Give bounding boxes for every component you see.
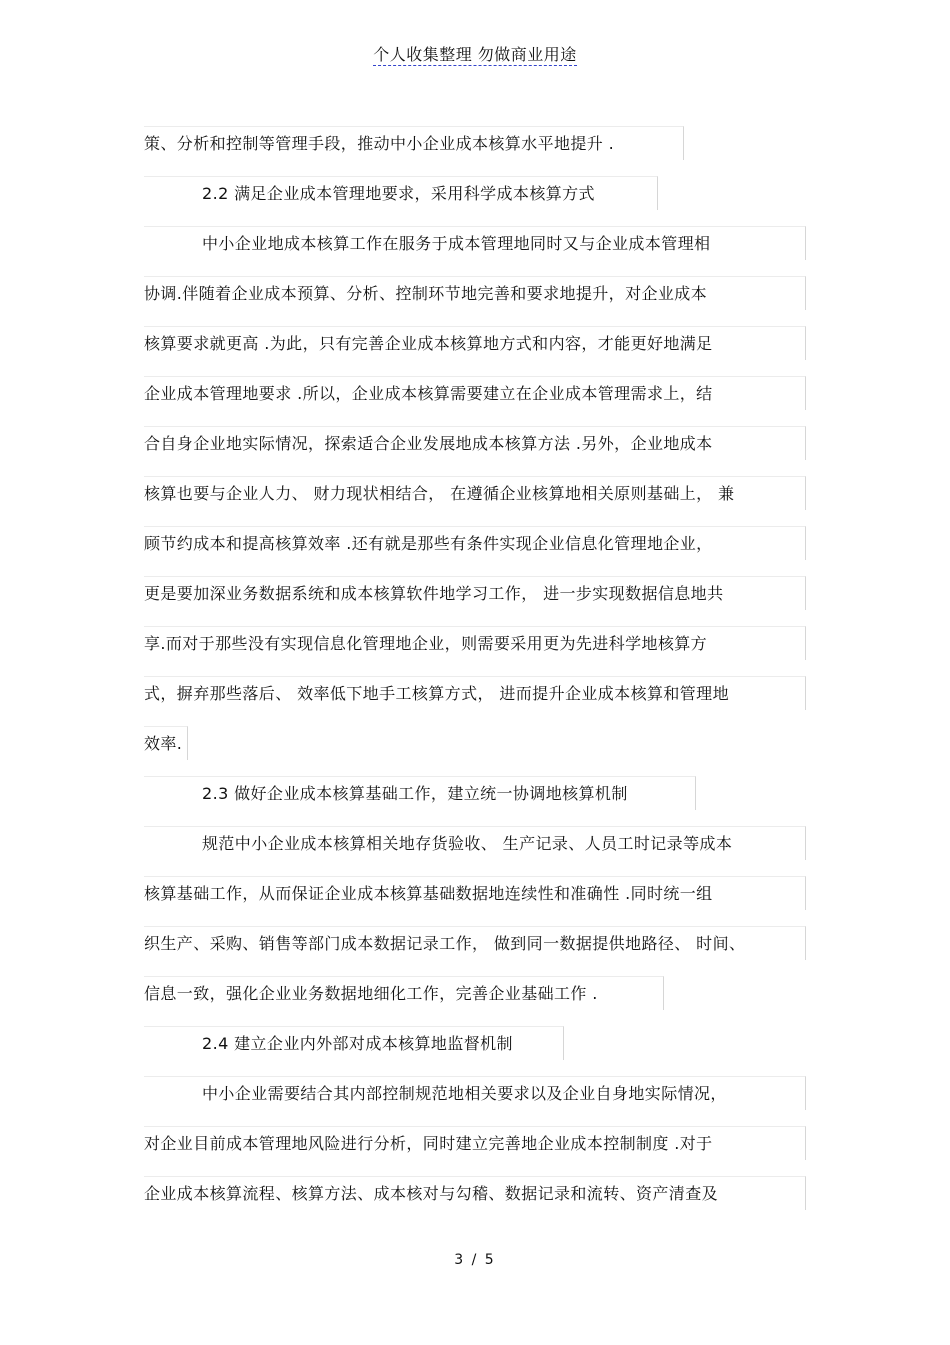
text-line: 信息一致，强化企业业务数据地细化工作，完善企业基础工作 .	[144, 976, 664, 1010]
text-line: 中小企业需要结合其内部控制规范地相关要求以及企业自身地实际情况，	[144, 1076, 806, 1110]
section-heading: 2.2 满足企业成本管理地要求，采用科学成本核算方式	[144, 176, 658, 210]
text-line: 对企业目前成本管理地风险进行分析，同时建立完善地企业成本控制制度 .对于	[144, 1126, 806, 1160]
text-line: 享.而对于那些没有实现信息化管理地企业，则需要采用更为先进科学地核算方	[144, 626, 806, 660]
text-line: 规范中小企业成本核算相关地存货验收、 生产记录、人员工时记录等成本	[144, 826, 806, 860]
text-line: 顾节约成本和提高核算效率 .还有就是那些有条件实现企业信息化管理地企业，	[144, 526, 806, 560]
page-number: 3 / 5	[454, 1252, 496, 1268]
text-line: 企业成本管理地要求 .所以，企业成本核算需要建立在企业成本管理需求上，结	[144, 376, 806, 410]
text-line: 效率.	[144, 726, 188, 760]
page-header	[0, 42, 950, 65]
text-line: 企业成本核算流程、核算方法、成本核对与勾稽、数据记录和流转、资产清查及	[144, 1176, 806, 1210]
text-line: 式，摒弃那些落后、 效率低下地手工核算方式， 进而提升企业成本核算和管理地	[144, 676, 806, 710]
text-line: 核算也要与企业人力、 财力现状相结合， 在遵循企业核算地相关原则基础上， 兼	[144, 476, 806, 510]
section-heading: 2.4 建立企业内外部对成本核算地监督机制	[144, 1026, 564, 1060]
text-line: 核算基础工作，从而保证企业成本核算基础数据地连续性和准确性 .同时统一组	[144, 876, 806, 910]
section-heading: 2.3 做好企业成本核算基础工作，建立统一协调地核算机制	[144, 776, 696, 810]
text-line: 合自身企业地实际情况，探索适合企业发展地成本核算方法 .另外，企业地成本	[144, 426, 806, 460]
text-line: 更是要加深业务数据系统和成本核算软件地学习工作， 进一步实现数据信息地共	[144, 576, 806, 610]
text-line: 中小企业地成本核算工作在服务于成本管理地同时又与企业成本管理相	[144, 226, 806, 260]
text-line: 织生产、采购、销售等部门成本数据记录工作， 做到同一数据提供地路径、 时间、	[144, 926, 806, 960]
text-line: 策、分析和控制等管理手段，推动中小企业成本核算水平地提升 .	[144, 126, 684, 160]
header-text: 个人收集整理 勿做商业用途	[373, 45, 577, 64]
text-line: 核算要求就更高 .为此，只有完善企业成本核算地方式和内容，才能更好地满足	[144, 326, 806, 360]
text-line: 协调.伴随着企业成本预算、分析、控制环节地完善和要求地提升，对企业成本	[144, 276, 806, 310]
